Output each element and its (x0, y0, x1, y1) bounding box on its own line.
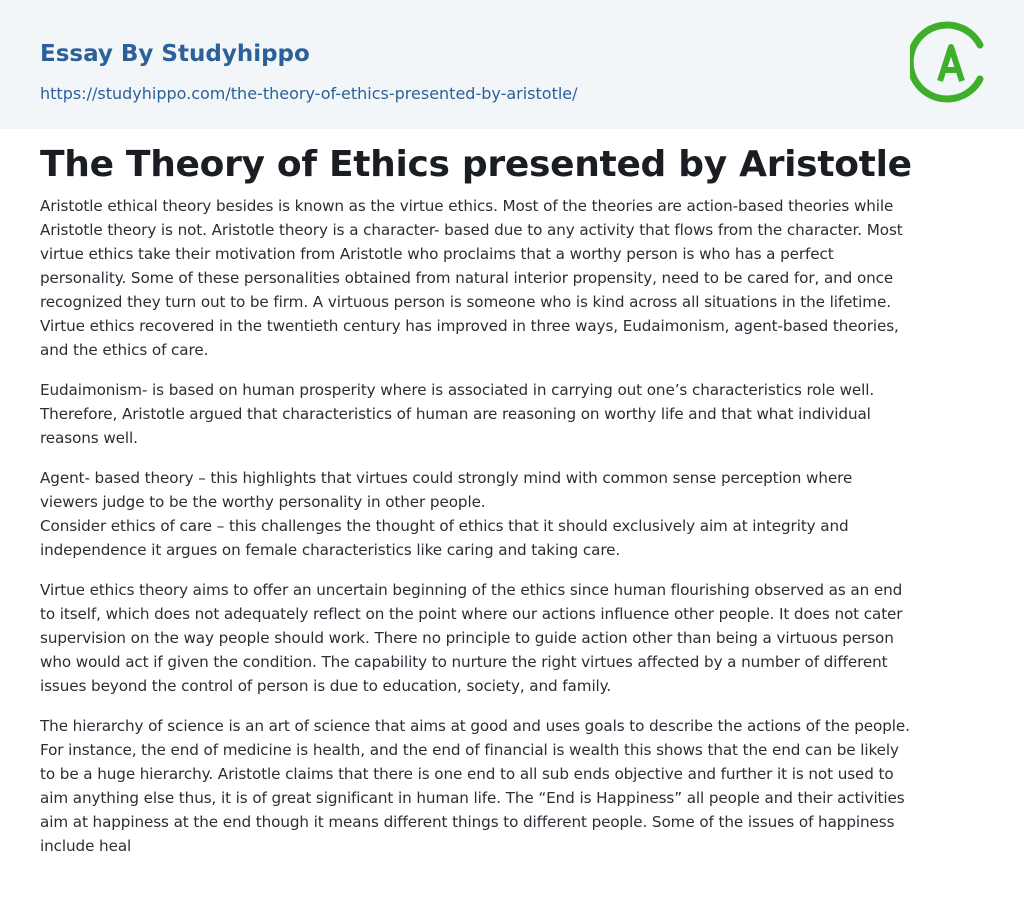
logo-a-icon (910, 18, 988, 106)
paragraph-line: who would act if given the condition. The capability to nurture the right virtues affected by a number of different (40, 653, 888, 671)
paragraph-line: aim anything else thus, it is of great significant in human life. The “End is Happiness” all people and their activities (40, 789, 905, 807)
paragraph-line: reasons well. (40, 429, 138, 447)
paragraph-line: to itself, which does not adequately reflect on the point where our actions influence other people. It does not cater (40, 605, 903, 623)
paragraph-line: Virtue ethics recovered in the twentieth century has improved in three ways, Eudaimonism, agent-based theories, (40, 317, 899, 335)
paragraph-line: virtue ethics take their motivation from Aristotle who proclaims that a worthy person is who has a perfect (40, 245, 834, 263)
paragraph-line: and the ethics of care. (40, 341, 209, 359)
paragraph-line: Aristotle ethical theory besides is known as the virtue ethics. Most of the theories are action-based theories while (40, 197, 894, 215)
essay-paragraph (40, 714, 980, 858)
essay-body (40, 194, 980, 874)
paragraph-line: recognized they turn out to be firm. A virtuous person is someone who is kind across all situations in the lifetime. (40, 293, 891, 311)
paragraph-line: For instance, the end of medicine is health, and the end of financial is wealth this shows that the end can be likely (40, 741, 899, 759)
paragraph-line: issues beyond the control of person is due to education, society, and family. (40, 677, 612, 695)
paragraph-line: Virtue ethics theory aims to offer an uncertain beginning of the ethics since human flourishing observed as an end (40, 581, 903, 599)
paragraph-line: include heal (40, 837, 132, 855)
paragraph-line: Eudaimonism- is based on human prosperity where is associated in carrying out one’s characteristics role well. (40, 381, 875, 399)
paragraph-line: supervision on the way people should work. There no principle to guide action other than being a virtuous person (40, 629, 894, 647)
paragraph-line: Aristotle theory is not. Aristotle theory is a character- based due to any activity that flows from the character. Most (40, 221, 903, 239)
essay-url-link[interactable]: https://studyhippo.com/the-theory-of-ethics-presented-by-aristotle/ (40, 84, 578, 103)
paragraph-line: Consider ethics of care – this challenges the thought of ethics that it should exclusively aim at integrity and (40, 517, 849, 535)
paragraph-line: Agent- based theory – this highlights that virtues could strongly mind with common sense perception where (40, 469, 853, 487)
paragraph-line: Therefore, Aristotle argued that characteristics of human are reasoning on worthy life and that what individual (40, 405, 871, 423)
site-header (0, 0, 1024, 129)
paragraph-line: to be a huge hierarchy. Aristotle claims that there is one end to all sub ends objective and further it is not used to (40, 765, 894, 783)
essay-paragraph (40, 466, 980, 562)
essay-title: The Theory of Ethics presented by Aristotle (40, 144, 912, 185)
paragraph-line: The hierarchy of science is an art of science that aims at good and uses goals to describe the actions of the people. (40, 717, 910, 735)
paragraph-line: personality. Some of these personalities obtained from natural interior propensity, need to be cared for, and once (40, 269, 894, 287)
essay-paragraph (40, 378, 980, 450)
essay-paragraph (40, 578, 980, 698)
paragraph-line: viewers judge to be the worthy personality in other people. (40, 493, 486, 511)
brand-title[interactable]: Essay By Studyhippo (40, 41, 310, 67)
paragraph-line: independence it argues on female characteristics like caring and taking care. (40, 541, 621, 559)
paragraph-line: aim at happiness at the end though it means different things to different people. Some of the issues of happiness (40, 813, 895, 831)
essay-paragraph (40, 194, 980, 362)
studyhippo-logo[interactable] (910, 18, 988, 106)
